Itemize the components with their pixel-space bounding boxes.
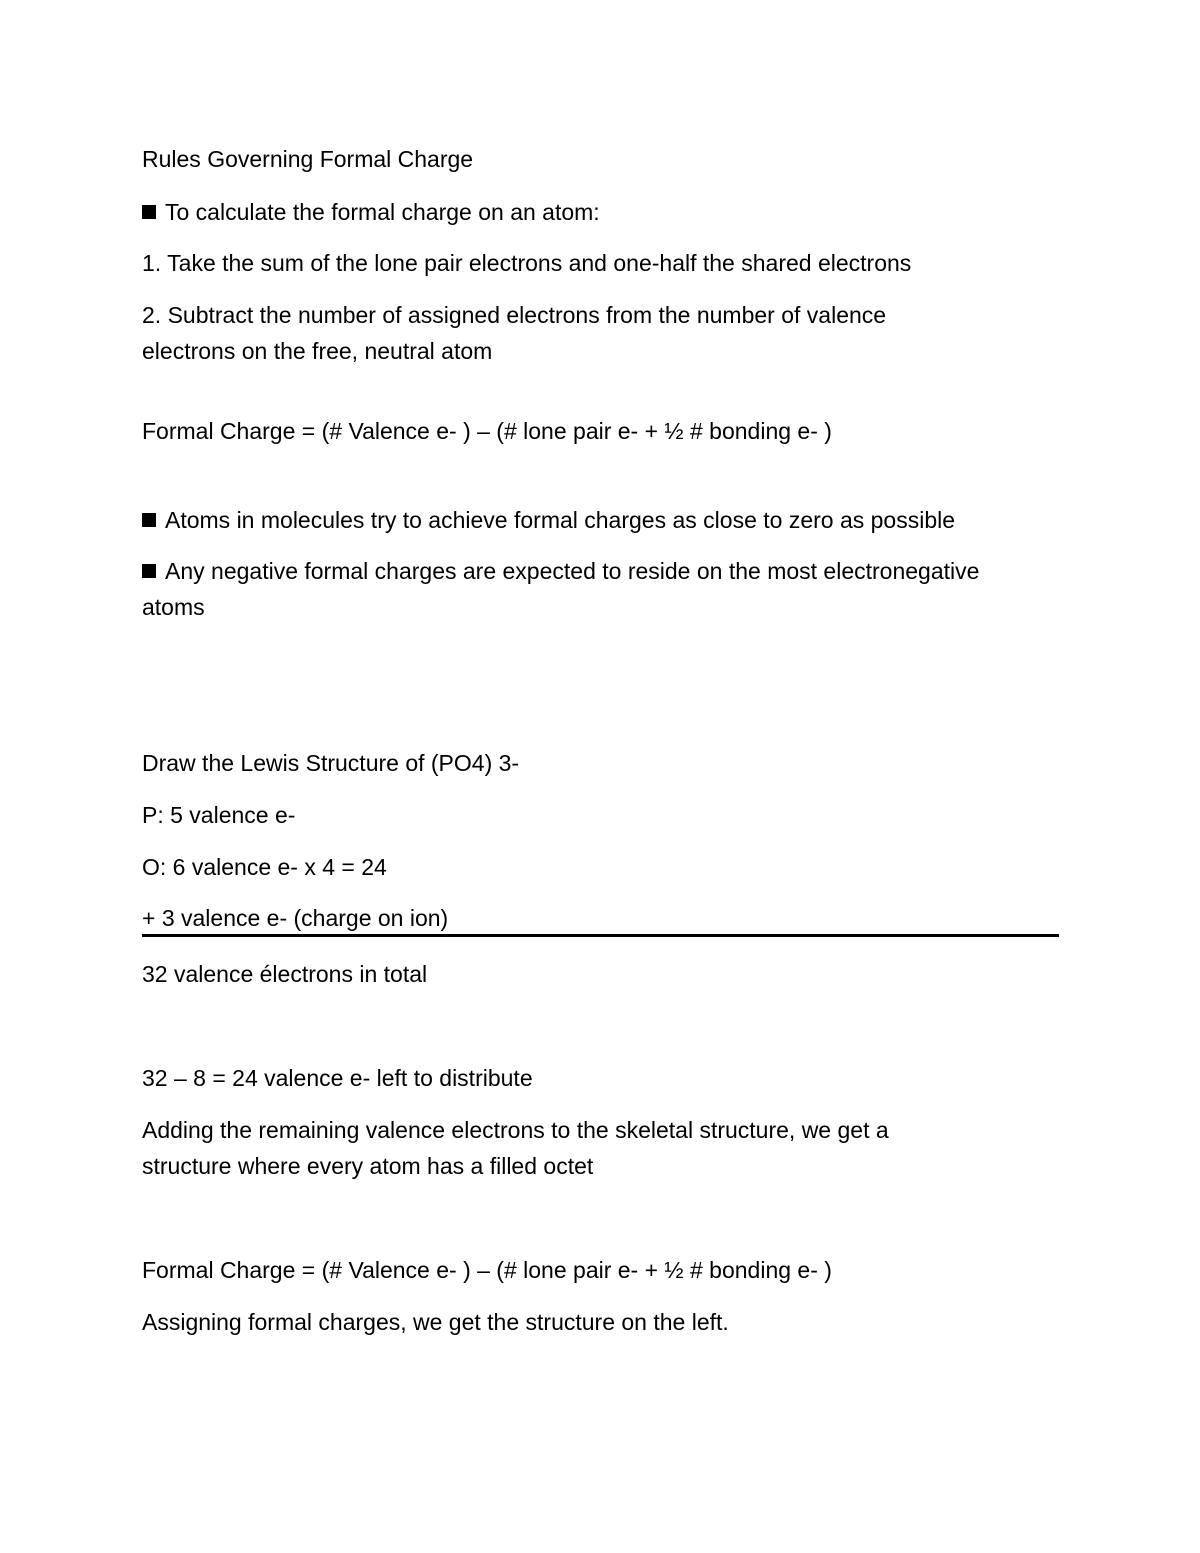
sum-divider-line bbox=[142, 934, 1059, 937]
bullet-intro-text: To calculate the formal charge on an atom: bbox=[165, 199, 600, 225]
square-bullet-icon bbox=[142, 513, 156, 527]
bullet-zero-text: Atoms in molecules try to achieve formal charges as close to zero as possible bbox=[165, 507, 956, 533]
phosphorus-valence: P: 5 valence e- bbox=[142, 802, 296, 828]
bullet-negative-line-1 bbox=[142, 553, 1062, 589]
step-2-line-2: electrons on the free, neutral atom bbox=[142, 338, 493, 364]
bullet-intro-line bbox=[142, 194, 1062, 230]
charge-valence: + 3 valence e- (charge on ion) bbox=[142, 905, 449, 931]
bullet-zero-line bbox=[142, 502, 1062, 538]
assigning-line: Assigning formal charges, we get the structure on the left. bbox=[142, 1309, 729, 1335]
bullet-negative-text: Any negative formal charges are expected to reside on the most electronegative bbox=[165, 558, 980, 584]
document-title: Rules Governing Formal Charge bbox=[142, 146, 474, 172]
formal-charge-formula: Formal Charge = (# Valence e- ) – (# lone pair e- + ½ # bonding e- ) bbox=[142, 418, 832, 444]
adding-line-1: Adding the remaining valence electrons to the skeletal structure, we get a bbox=[142, 1117, 889, 1143]
total-valence: 32 valence électrons in total bbox=[142, 961, 428, 987]
step-1: 1. Take the sum of the lone pair electrons and one-half the shared electrons bbox=[142, 250, 912, 276]
adding-line-2: structure where every atom has a filled octet bbox=[142, 1153, 594, 1179]
subtraction-line: 32 – 8 = 24 valence e- left to distribute bbox=[142, 1065, 533, 1091]
oxygen-valence: O: 6 valence e- x 4 = 24 bbox=[142, 854, 387, 880]
bullet-negative-line-2: atoms bbox=[142, 594, 205, 620]
square-bullet-icon bbox=[142, 564, 156, 578]
lewis-structure-heading: Draw the Lewis Structure of (PO4) 3- bbox=[142, 750, 520, 776]
square-bullet-icon bbox=[142, 205, 156, 219]
step-2-line-1: 2. Subtract the number of assigned electrons from the number of valence bbox=[142, 302, 887, 328]
formal-charge-formula-repeat: Formal Charge = (# Valence e- ) – (# lone pair e- + ½ # bonding e- ) bbox=[142, 1257, 832, 1283]
